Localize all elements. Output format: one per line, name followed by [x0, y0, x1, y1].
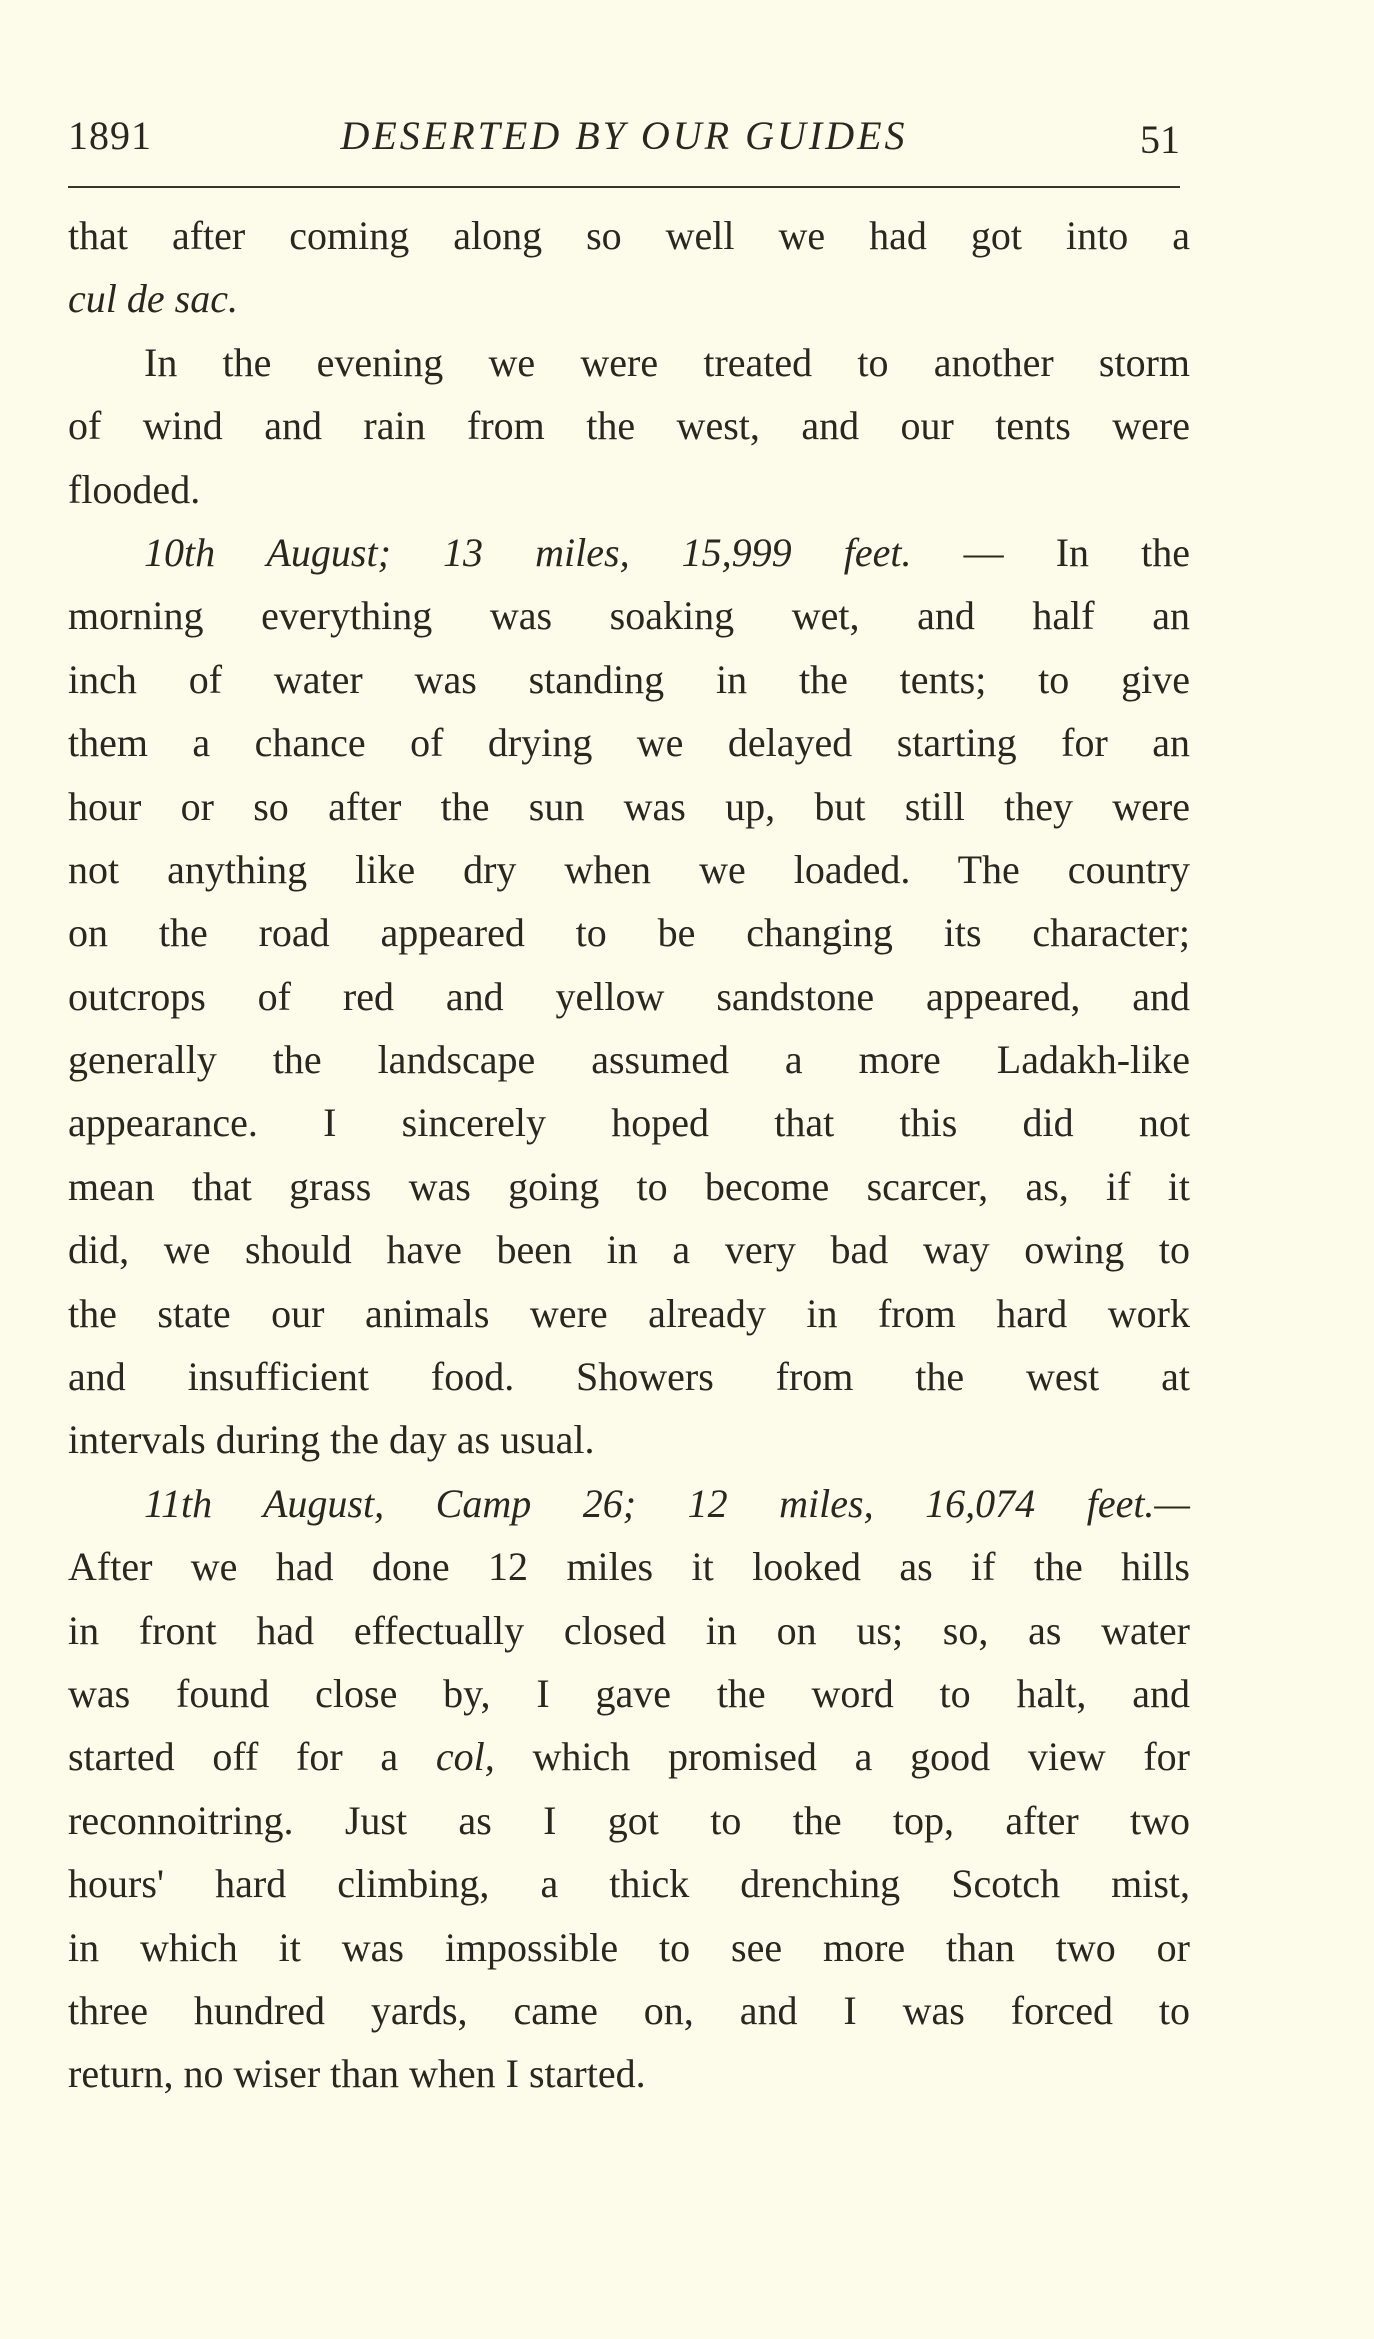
text-line	[68, 648, 1190, 711]
text-line	[68, 1028, 1190, 1091]
text-run: outcrops of red and yellow sandstone appeared, and	[68, 973, 1190, 1019]
text-run: After we had done 12 miles it looked as if the hills	[68, 1544, 1190, 1590]
running-head	[68, 112, 1180, 172]
text-run: them a chance of drying we delayed starting for an	[68, 720, 1190, 766]
text-run: — In the	[911, 529, 1190, 575]
text-line	[68, 1155, 1190, 1218]
text-line	[68, 901, 1190, 964]
text-line	[68, 1599, 1190, 1662]
text-run: started off for a	[68, 1734, 436, 1780]
text-line	[68, 1789, 1190, 1852]
header-year: 1891	[68, 113, 152, 158]
text-run: intervals during the day as usual.	[68, 1417, 595, 1463]
text-run: hour or so after the sun was up, but still they were	[68, 783, 1190, 829]
body-text	[68, 204, 1190, 2106]
text-run: and insufficient food. Showers from the west at	[68, 1354, 1190, 1400]
italic-text: col,	[435, 1734, 495, 1780]
text-line	[68, 775, 1190, 838]
text-run: was found close by, I gave the word to halt, and	[68, 1670, 1190, 1716]
text-run: on the road appeared to be changing its character;	[68, 910, 1190, 956]
text-run: hours' hard climbing, a thick drenching Scotch mist,	[68, 1861, 1190, 1907]
text-run: which promised a good view for	[494, 1734, 1190, 1780]
text-line	[68, 204, 1190, 267]
text-line	[68, 1916, 1190, 1979]
text-line	[68, 1282, 1190, 1345]
text-run: flooded.	[68, 466, 201, 512]
text-run: appearance. I sincerely hoped that this did not	[68, 1100, 1190, 1146]
text-line	[68, 331, 1190, 394]
text-line	[68, 1852, 1190, 1915]
text-run: the state our animals were already in from hard work	[68, 1290, 1190, 1336]
text-line	[68, 1472, 1190, 1535]
text-line	[68, 394, 1190, 457]
text-run: in which it was impossible to see more than two or	[68, 1924, 1190, 1970]
text-run: did, we should have been in a very bad way owing to	[68, 1227, 1190, 1273]
text-line	[68, 1345, 1190, 1408]
text-line	[68, 584, 1190, 647]
text-run: inch of water was standing in the tents; to give	[68, 656, 1190, 702]
text-run: not anything like dry when we loaded. The country	[68, 846, 1190, 892]
text-line	[68, 521, 1190, 584]
text-run: that after coming along so well we had got into a	[68, 213, 1190, 258]
text-line	[68, 965, 1190, 1028]
page-number: 51	[1140, 117, 1180, 162]
text-run: morning everything was soaking wet, and half an	[68, 593, 1190, 639]
header-rule	[68, 186, 1180, 188]
running-title: DESERTED BY OUR GUIDES	[340, 113, 908, 158]
text-line	[68, 2042, 1190, 2105]
text-line	[68, 1979, 1190, 2042]
text-run: three hundred yards, came on, and I was forced to	[68, 1987, 1190, 2033]
text-line	[68, 458, 1190, 521]
italic-text: cul de sac.	[68, 276, 238, 322]
italic-text: 11th August, Camp 26; 12 miles, 16,074 feet.—	[144, 1480, 1190, 1526]
text-line	[68, 1662, 1190, 1725]
text-line	[68, 1725, 1190, 1788]
text-line	[68, 267, 1190, 330]
text-line	[68, 1535, 1190, 1598]
text-run: generally the landscape assumed a more Ladakh-like	[68, 1037, 1190, 1083]
text-line	[68, 1218, 1190, 1281]
text-run: in front had effectually closed in on us; so, as water	[68, 1607, 1190, 1653]
text-run: return, no wiser than when I started.	[68, 2051, 646, 2097]
text-run: mean that grass was going to become scarcer, as, if it	[68, 1163, 1190, 1209]
text-line	[68, 1091, 1190, 1154]
text-line	[68, 838, 1190, 901]
text-line	[68, 711, 1190, 774]
text-run: reconnoitring. Just as I got to the top, after two	[68, 1797, 1190, 1843]
text-line	[68, 1408, 1190, 1471]
text-run: of wind and rain from the west, and our tents were	[68, 403, 1190, 449]
italic-text: 10th August; 13 miles, 15,999 feet.	[144, 529, 912, 575]
text-run: In the evening we were treated to another storm	[144, 339, 1190, 385]
